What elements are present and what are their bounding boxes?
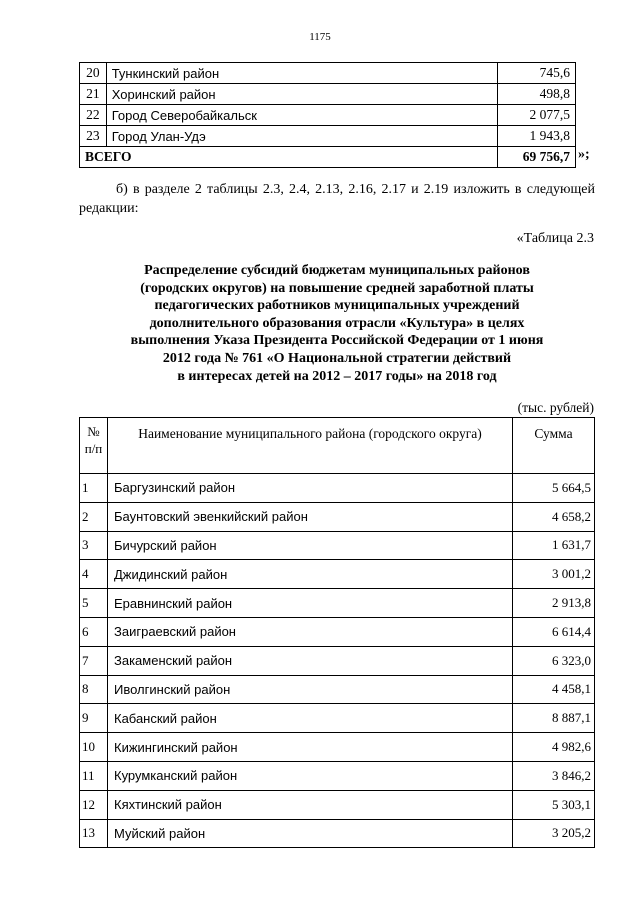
table-row xyxy=(80,126,576,147)
table-row xyxy=(80,819,595,848)
row-value: 745,6 xyxy=(497,63,575,84)
table-row xyxy=(80,531,595,560)
total-row xyxy=(80,147,576,168)
row-number: 22 xyxy=(80,105,107,126)
table-row xyxy=(80,704,595,733)
row-value: 4 658,2 xyxy=(513,502,595,531)
row-name: Кабанский район xyxy=(108,704,513,733)
row-name: Закаменский район xyxy=(108,646,513,675)
table-row xyxy=(80,502,595,531)
table-reference: «Таблица 2.3 xyxy=(516,231,594,246)
table-row xyxy=(80,646,595,675)
row-name: Заиграевский район xyxy=(108,617,513,646)
row-number: 13 xyxy=(80,819,108,848)
row-number: 11 xyxy=(80,761,108,790)
row-number: 4 xyxy=(80,560,108,589)
row-name: Джидинский район xyxy=(108,560,513,589)
row-number: 21 xyxy=(80,84,107,105)
row-name: Хоринский район xyxy=(106,84,497,105)
row-number: 8 xyxy=(80,675,108,704)
row-name: Бичурский район xyxy=(108,531,513,560)
table-row xyxy=(80,560,595,589)
row-name: Иволгинский район xyxy=(108,675,513,704)
row-number: 5 xyxy=(80,589,108,618)
table-header-row xyxy=(80,418,595,474)
row-value: 3 001,2 xyxy=(513,560,595,589)
table-row xyxy=(80,105,576,126)
row-value: 5 664,5 xyxy=(513,474,595,503)
row-value: 3 846,2 xyxy=(513,761,595,790)
row-number: 3 xyxy=(80,531,108,560)
total-suffix: »; xyxy=(578,147,590,162)
table-row xyxy=(80,474,595,503)
row-number: 1 xyxy=(80,474,108,503)
row-name: Баргузинский район xyxy=(108,474,513,503)
header-number xyxy=(80,418,108,474)
heading-line: Распределение субсидий бюджетам муниципальных районов xyxy=(144,263,530,278)
row-value: 4 458,1 xyxy=(513,675,595,704)
row-name: Кяхтинский район xyxy=(108,790,513,819)
units-label: (тыс. рублей) xyxy=(517,400,594,415)
previous-table-continuation xyxy=(79,62,576,168)
page-number: 1175 xyxy=(309,31,331,43)
row-value: 6 323,0 xyxy=(513,646,595,675)
table-row xyxy=(80,733,595,762)
table-row xyxy=(80,63,576,84)
row-value: 3 205,2 xyxy=(513,819,595,848)
row-name: Еравнинский район xyxy=(108,589,513,618)
row-value: 2 077,5 xyxy=(497,105,575,126)
row-number: 6 xyxy=(80,617,108,646)
row-number: 2 xyxy=(80,502,108,531)
row-value: 5 303,1 xyxy=(513,790,595,819)
row-name: Город Улан-Удэ xyxy=(106,126,497,147)
row-number: 12 xyxy=(80,790,108,819)
heading-line: в интересах детей на 2012 – 2017 годы» на 2018 год xyxy=(177,368,497,384)
header-number-line1: № xyxy=(87,424,100,439)
heading-line: педагогических работников муниципальных учреждений xyxy=(154,298,520,314)
table-row xyxy=(80,617,595,646)
row-name: Баунтовский эвенкийский район xyxy=(108,502,513,531)
header-number-line2: п/п xyxy=(84,441,103,456)
row-number: 10 xyxy=(80,733,108,762)
row-name: Кижингинский район xyxy=(108,733,513,762)
row-value: 2 913,8 xyxy=(513,589,595,618)
row-name: Курумканский район xyxy=(108,761,513,790)
table-heading xyxy=(79,262,595,385)
table-row xyxy=(80,589,595,618)
row-number: 7 xyxy=(80,646,108,675)
row-name: Муйский район xyxy=(108,819,513,848)
table-row xyxy=(80,675,595,704)
total-label: ВСЕГО xyxy=(80,147,498,168)
row-value: 6 614,4 xyxy=(513,617,595,646)
subsidy-table xyxy=(79,417,595,848)
heading-line: (городских округов) на повышение средней заработной платы xyxy=(140,280,534,296)
header-value: Сумма xyxy=(513,418,595,474)
heading-line: 2012 года № 761 «О Национальной стратегии действий xyxy=(162,350,512,366)
row-name: Тункинский район xyxy=(106,63,497,84)
row-number: 23 xyxy=(80,126,107,147)
row-value: 8 887,1 xyxy=(513,704,595,733)
row-value: 498,8 xyxy=(497,84,575,105)
row-value: 1 943,8 xyxy=(497,126,575,147)
row-name: Город Северобайкальск xyxy=(106,105,497,126)
table-row xyxy=(80,761,595,790)
paragraph-text: б) в разделе 2 таблицы 2.3, 2.4, 2.13, 2.16, 2.17 и 2.19 изложить в следующей редакции: xyxy=(79,182,595,216)
table-row xyxy=(80,790,595,819)
header-name: Наименование муниципального района (городского округа) xyxy=(108,418,513,474)
heading-line: дополнительного образования отрасли «Культура» в целях xyxy=(149,315,525,331)
heading-line: выполнения Указа Президента Российской Федерации от 1 июня xyxy=(130,333,544,349)
row-value: 1 631,7 xyxy=(513,531,595,560)
amendment-paragraph xyxy=(79,180,595,218)
total-value: 69 756,7 xyxy=(497,147,575,168)
row-value: 4 982,6 xyxy=(513,733,595,762)
row-number: 9 xyxy=(80,704,108,733)
row-number: 20 xyxy=(80,63,107,84)
table-row xyxy=(80,84,576,105)
